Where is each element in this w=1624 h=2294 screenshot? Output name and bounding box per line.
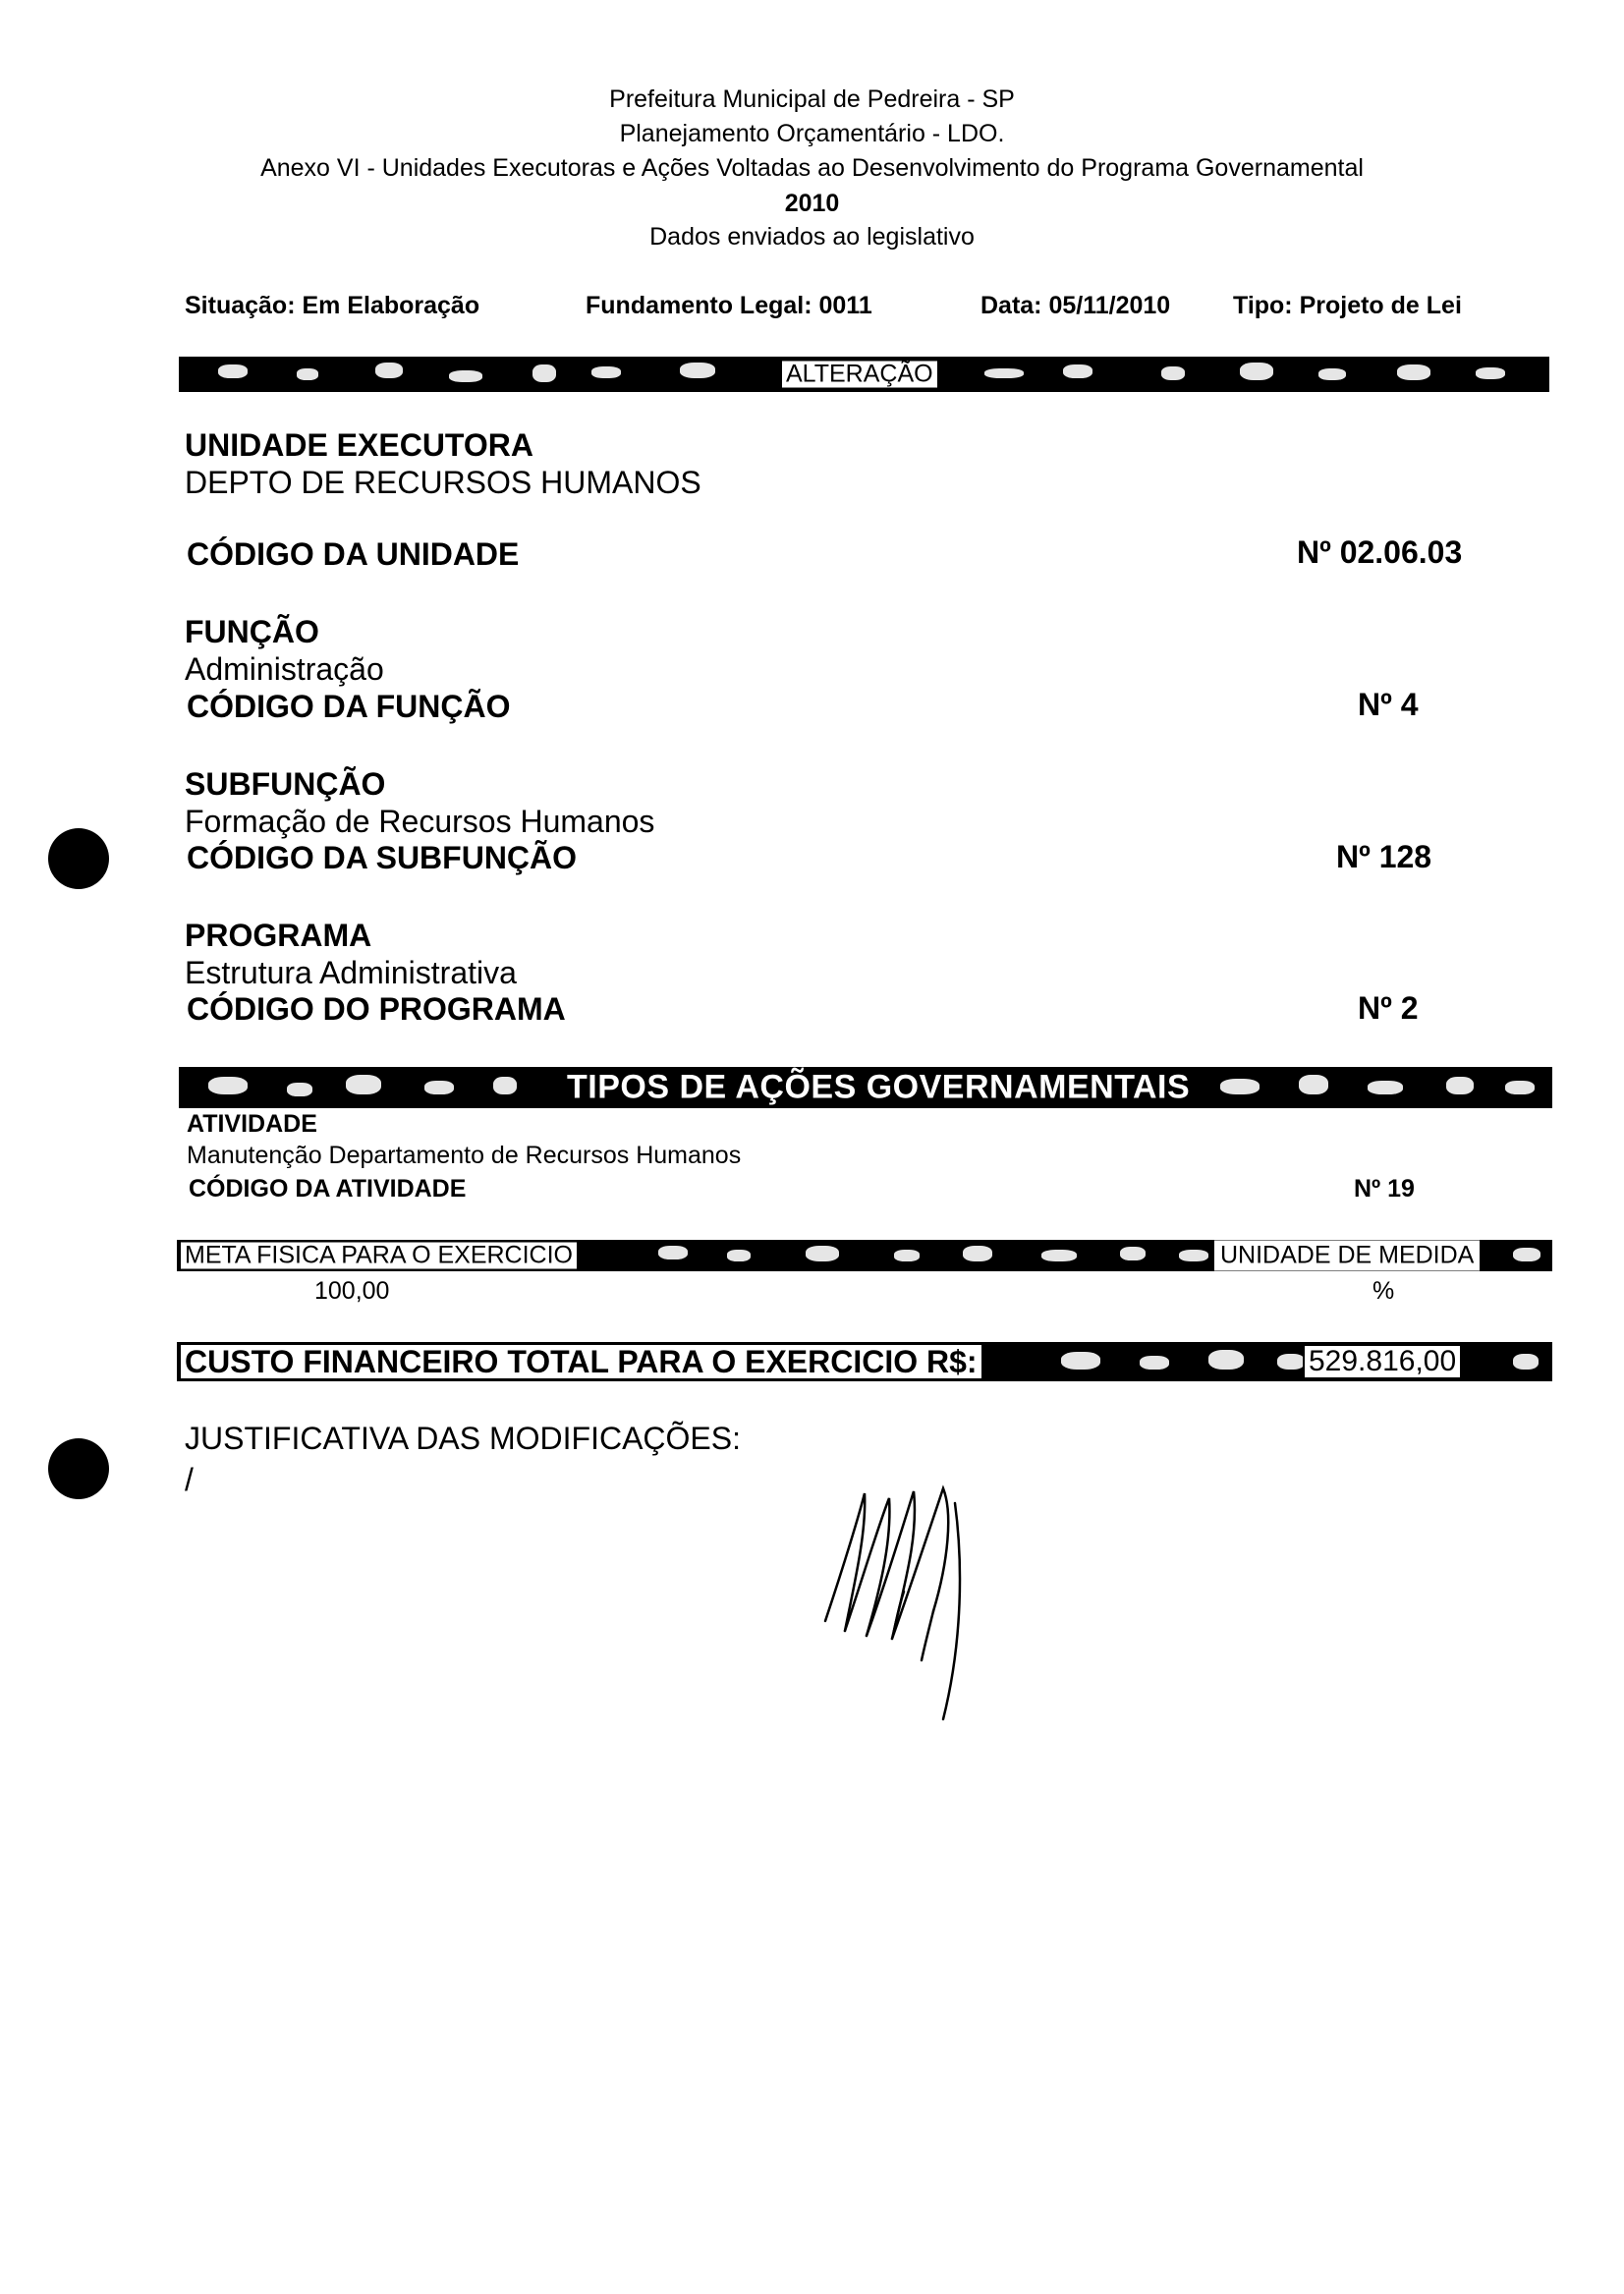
header-year: 2010 [784,190,840,217]
unidade-heading: UNIDADE EXECUTORA [185,427,533,463]
header-municipality: Prefeitura Municipal de Pedreira - SP [609,85,1015,113]
subfuncao-heading: SUBFUNÇÃO [185,766,386,802]
programa-code: Nº 2 [1358,990,1419,1026]
subfuncao-name: Formação de Recursos Humanos [185,804,655,839]
punch-hole-top [48,828,109,889]
funcao-code: Nº 4 [1358,687,1419,722]
unidade-code: Nº 02.06.03 [1297,534,1463,570]
document-date: Data: 05/11/2010 [980,292,1171,319]
meta-fisica-value: 100,00 [314,1277,390,1305]
tipos-acoes-bar [179,1067,1552,1108]
programa-heading: PROGRAMA [185,918,372,953]
justificativa-label: JUSTIFICATIVA DAS MODIFICAÇÕES: [185,1421,741,1456]
unidade-medida-label: UNIDADE DE MEDIDA [1214,1241,1480,1271]
programa-code-label: CÓDIGO DO PROGRAMA [187,991,566,1027]
atividade-code-label: CÓDIGO DA ATIVIDADE [189,1175,467,1203]
legal-basis: Fundamento Legal: 0011 [586,292,872,319]
subfuncao-code: Nº 128 [1336,839,1432,874]
meta-fisica-label: META FISICA PARA O EXERCICIO [179,1241,579,1271]
justificativa-text: / [185,1462,194,1497]
custo-financeiro-label: CUSTO FINANCEIRO TOTAL PARA O EXERCICIO R$: [179,1343,983,1380]
funcao-heading: FUNÇÃO [185,614,319,649]
header-subtitle: Dados enviados ao legislativo [649,223,975,251]
signature-scribble [806,1474,1012,1729]
meta-fisica-bar [177,1240,1552,1271]
header-planning: Planejamento Orçamentário - LDO. [619,120,1005,147]
unidade-medida-value: % [1372,1277,1395,1305]
status-situacao: Situação: Em Elaboração [185,292,480,319]
unidade-name: DEPTO DE RECURSOS HUMANOS [185,465,701,500]
atividade-code: Nº 19 [1354,1175,1415,1203]
atividade-heading: ATIVIDADE [187,1110,317,1138]
atividade-name: Manutenção Departamento de Recursos Humanos [187,1142,742,1169]
funcao-code-label: CÓDIGO DA FUNÇÃO [187,689,511,724]
programa-name: Estrutura Administrativa [185,955,517,990]
header-annex-title: Anexo VI - Unidades Executoras e Ações Voltadas ao Desenvolvimento do Programa Governamental [260,154,1364,182]
custo-financeiro-bar [177,1342,1552,1381]
alteracao-label: ALTERAÇÃO [780,360,939,390]
document-type: Tipo: Projeto de Lei [1233,292,1462,319]
custo-financeiro-value: 529.816,00 [1303,1344,1462,1379]
subfuncao-code-label: CÓDIGO DA SUBFUNÇÃO [187,840,578,875]
funcao-name: Administração [185,651,384,687]
unidade-code-label: CÓDIGO DA UNIDADE [187,536,520,572]
tipos-acoes-label: TIPOS DE AÇÕES GOVERNAMENTAIS [567,1068,1191,1106]
punch-hole-bottom [48,1438,109,1499]
alteracao-bar [179,357,1549,392]
